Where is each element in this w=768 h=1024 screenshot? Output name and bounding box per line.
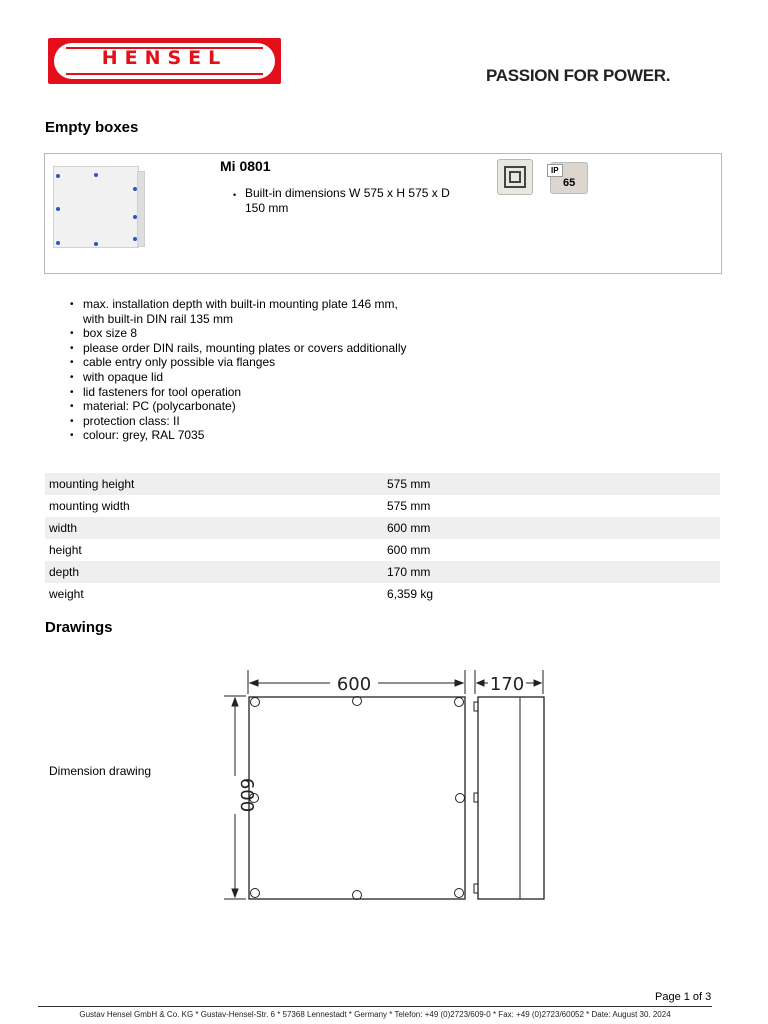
width-dimension: 600 (336, 674, 372, 695)
table-row: mounting height 575 mm (45, 473, 720, 495)
table-row: weight 6,359 kg (49, 587, 434, 601)
section-title-drawings: Drawings (45, 619, 113, 636)
logo-text: HENSEL (101, 47, 228, 69)
list-item: • colour: grey, RAL 7035 (70, 428, 490, 443)
page-number: Page 1 of 3 (655, 991, 712, 1003)
ip65-icon: IP 65 (550, 162, 588, 194)
table-row: height 600 mm (49, 543, 431, 557)
table-row: depth 170 mm (45, 561, 720, 583)
product-image (53, 166, 139, 248)
list-item: • box size 8 (70, 326, 490, 341)
depth-dimension: 170 (489, 674, 525, 695)
list-item: • please order DIN rails, mounting plates or covers additionally (70, 341, 490, 356)
product-card (44, 153, 722, 274)
product-dimensions: • Built-in dimensions W 575 x H 575 x D 150 mm (233, 186, 450, 215)
list-item: • lid fasteners for tool operation (70, 385, 490, 400)
hensel-logo (48, 38, 281, 84)
dimension-drawing (218, 664, 548, 909)
list-item: • with opaque lid (70, 370, 490, 385)
footer-divider (38, 1006, 712, 1007)
spec-table (45, 473, 720, 605)
footer-address: Gustav Hensel GmbH & Co. KG * Gustav-Hensel-Str. 6 * 57368 Lennestadt * Germany * Telefon: +49 (0)2723/609-0 * Fax: +49 (0)2723/60052 * Date: August 30. 2024 (79, 1010, 671, 1019)
list-item: • material: PC (polycarbonate) (70, 399, 490, 414)
section-title-empty-boxes: Empty boxes (45, 119, 139, 136)
slogan: PASSION FOR POWER. (486, 66, 671, 85)
table-row: width 600 mm (45, 517, 720, 539)
list-item: with built-in DIN rail 135 mm (83, 311, 234, 326)
list-item: • protection class: II (70, 414, 490, 429)
list-item: • cable entry only possible via flanges (70, 355, 490, 370)
height-dimension: 600 (236, 777, 257, 813)
table-row: mounting width 575 mm (49, 499, 431, 513)
product-title: Mi 0801 (220, 158, 271, 174)
list-item: • max. installation depth with built-in mounting plate 146 mm, (70, 297, 490, 312)
protection-class-2-icon (497, 159, 533, 195)
dimension-drawing-label: Dimension drawing (49, 764, 152, 778)
feature-list (70, 297, 490, 443)
